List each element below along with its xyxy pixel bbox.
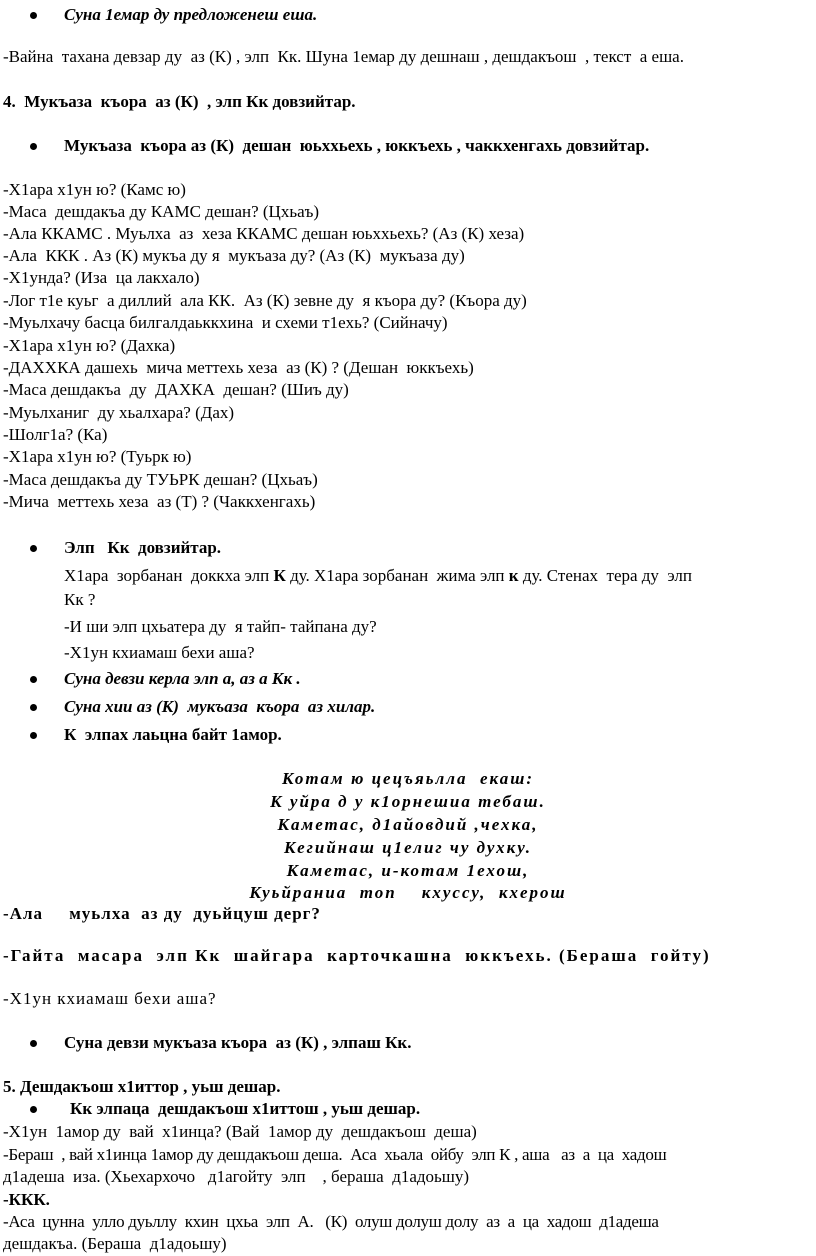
text-run: ду. Стенах тера ду элп (518, 566, 692, 585)
bullet-icon (30, 704, 37, 711)
dialogue-line: -Маса дешдакъа ду КАМС дешан? (Цхьаъ) (3, 202, 320, 221)
section-heading: 5. Дешдакъош х1иттор , уьш дешар. (3, 1077, 281, 1096)
dialogue-line: -Х1унда? (Иза ца лакхало) (3, 268, 200, 287)
bullet-text: Суна девзи мукъаза къора аз (К) , элпаш Кк. (64, 1033, 412, 1052)
bullet-icon (30, 1040, 37, 1047)
dialogue-line: -Бераш , вай х1инца 1амор ду дешдакъош деша. Аса хьала ойбу элп К , аша аз а ца хадош (3, 1145, 667, 1164)
dialogue-line: -Ала ККАМС . Муьлха аз хеза ККАМС дешан юьххьехь? (Аз (К) хеза) (3, 224, 525, 243)
dialogue-line: -Ала ККК . Аз (К) мукъа ду я мукъаза ду? (Аз (К) мукъаза ду) (3, 246, 465, 265)
dialogue-line: -Маса дешдакъа ду ТУЬРК дешан? (Цхьаъ) (3, 470, 318, 489)
bullet-text: К элпах лаьцна байт 1амор. (64, 725, 282, 744)
dialogue-line: -Маса дешдакъа ду ДАХКА дешан? (Шиъ ду) (3, 380, 349, 399)
dialogue-line: -Х1ун кхиамаш бехи аша? (3, 989, 217, 1008)
bullet-text: Суна девзи керла элп а, аз а Кк . (64, 669, 301, 688)
bullet-icon (30, 732, 37, 739)
dialogue-line: -Х1ара х1ун ю? (Туьрк ю) (3, 447, 192, 466)
bullet-text: Суна 1емар ду предложенеш еша. (64, 5, 318, 24)
dialogue-line: -ДАХХКА дашехь мича меттехь хеза аз (К) ? (Дешан юккъехь) (3, 358, 474, 377)
dialogue-line: -Мича меттехь хеза аз (Т) ? (Чаккхенгахь) (3, 492, 316, 511)
bullet-icon (30, 12, 37, 19)
poem-line: К уйра д у к1орнешиа тебаш. (270, 792, 546, 811)
text-run: К (273, 566, 286, 585)
dialogue-line: -Гайта масара элп Кк шайгара карточкашна юккъехь. (Бераша гойту) (3, 946, 711, 965)
bullet-text: Элп Кк довзийтар. (64, 538, 222, 557)
text-run: Х1ара зорбанан доккха элп (64, 566, 274, 585)
bullet-text: Суна хии аз (К) мукъаза къора аз хилар. (64, 697, 376, 716)
dialogue-line: дешдакъа. (Бераша д1адоьшу) (3, 1234, 227, 1253)
paragraph: -Вайна тахана девзар ду аз (К) , элп Кк. Шуна 1емар ду дешнаш , дешдакъош , текст а еша. (3, 47, 684, 66)
bullet-icon (30, 1106, 37, 1113)
section-heading: 4. Мукъаза къора аз (К) , элп Кк довзийтар. (3, 92, 356, 111)
dialogue-line: -Шолг1а? (Ка) (3, 425, 108, 444)
poem-line: Куьйраниа топ кхуссу, кхерош (249, 883, 567, 902)
dialogue-line: -Х1ун кхиамаш бехи аша? (64, 643, 255, 662)
dialogue-line: -И ши элп цхьатера ду я тайп- тайпана ду? (64, 617, 377, 636)
bullet-icon (30, 676, 37, 683)
dialogue-line: д1адеша иза. (Хьехархочо д1агойту элп , бераша д1адоьшу) (3, 1167, 470, 1186)
text-run: к (508, 566, 519, 585)
dialogue-line: -Х1ун 1амор ду вай х1инца? (Вай 1амор ду дешдакъош деша) (3, 1122, 477, 1141)
text-run: ду. Х1ара зорбанан жима элп (285, 566, 509, 585)
dialogue-line: -Лог т1е куьг а диллий ала КК. Аз (К) зевне ду я къора ду? (Къора ду) (3, 291, 527, 310)
poem-line: Каметас, д1айовдий ,чехка, (277, 815, 539, 834)
dialogue-line: -ККК. (3, 1190, 50, 1209)
dialogue-line: -Х1ара х1ун ю? (Камс ю) (3, 180, 186, 199)
paragraph (64, 565, 692, 587)
bullet-icon (30, 545, 37, 552)
bullet-text: Мукъаза къора аз (К) дешан юьххьехь , юккъехь , чаккхенгахь довзийтар. (64, 136, 650, 155)
dialogue-line: -Муьлханиг ду хьалхара? (Дах) (3, 403, 235, 422)
bullet-text: Кк элпаца дешдакъош х1иттош , уьш дешар. (70, 1099, 421, 1118)
paragraph: Кк ? (64, 590, 96, 609)
dialogue-line: -Х1ара х1ун ю? (Дахка) (3, 336, 176, 355)
poem-line: Котам ю цецъяьлла екаш: (281, 769, 535, 788)
dialogue-line: -Ала муьлха аз ду дуьйцуш дерг? (3, 904, 321, 923)
poem-line: Кегийнаш ц1елиг чу духку. (283, 838, 533, 857)
dialogue-line: -Муьлхачу басца билгалдаьккхина и схеми т1еxь? (Сийначу) (3, 313, 448, 332)
poem-line: Каметас, и-котам 1ехош, (286, 861, 530, 880)
dialogue-line: -Аса цунна улло дуьллу кхин цхьа элп А. (К) олуш долуш долу аз а ца хадош д1адеша (3, 1212, 659, 1231)
bullet-icon (30, 143, 37, 150)
